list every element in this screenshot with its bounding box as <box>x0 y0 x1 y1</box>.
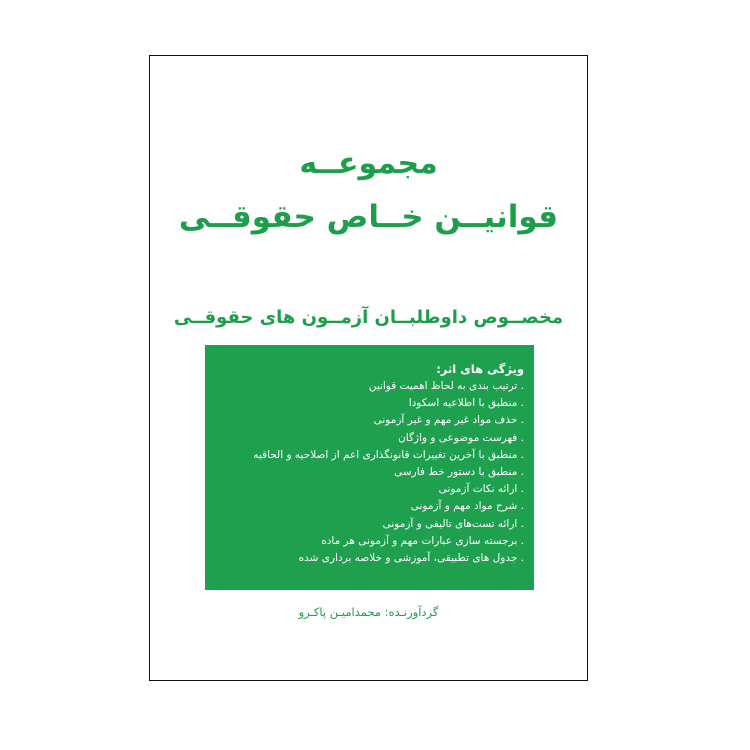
book-cover <box>149 55 588 681</box>
feature-item: . حذف مواد غیر مهم و غیر آزمونی <box>373 414 524 427</box>
feature-item: . جدول های تطبیقی، آموزشی و خلاصه برداری شده <box>298 552 524 565</box>
feature-item: . ارائه تست‌های تالیفی و آزمونی <box>382 517 524 530</box>
subtitle: مخصــوص داوطلبــان آزمــون های حقوقــی <box>173 307 564 328</box>
feature-item: . ترتیب بندی به لحاظ اهمیت قوانین <box>368 380 524 392</box>
feature-item: . منطبق با آخرین تغییرات قانونگذاری اعم از اصلاحیه و الحاقیه <box>253 448 524 461</box>
feature-item: . برجسته سازی عبارات مهم و آزمونی هر ماده <box>321 534 524 547</box>
feature-item: . ارائه نکات آزمونی <box>438 483 524 496</box>
features-box <box>205 345 534 590</box>
feature-item: . فهرست موضوعی و واژگان <box>398 431 524 444</box>
feature-item: . منطبق با اطلاعیه اسکودا <box>408 397 524 410</box>
features-heading: ویژگی های اثر: <box>436 362 524 376</box>
feature-item: . شرح مواد مهم و آزمونی <box>410 500 524 513</box>
author-credit: گردآورنـده: محمدامیـن پاکـرو <box>298 605 439 619</box>
features-list <box>215 378 524 567</box>
title-line-1: مجموعــه <box>299 146 438 181</box>
title-line-2: قوانیــن خــاص حقوقــی <box>178 199 559 235</box>
feature-item: . منطبق با دستور خط فارسی <box>394 466 524 479</box>
